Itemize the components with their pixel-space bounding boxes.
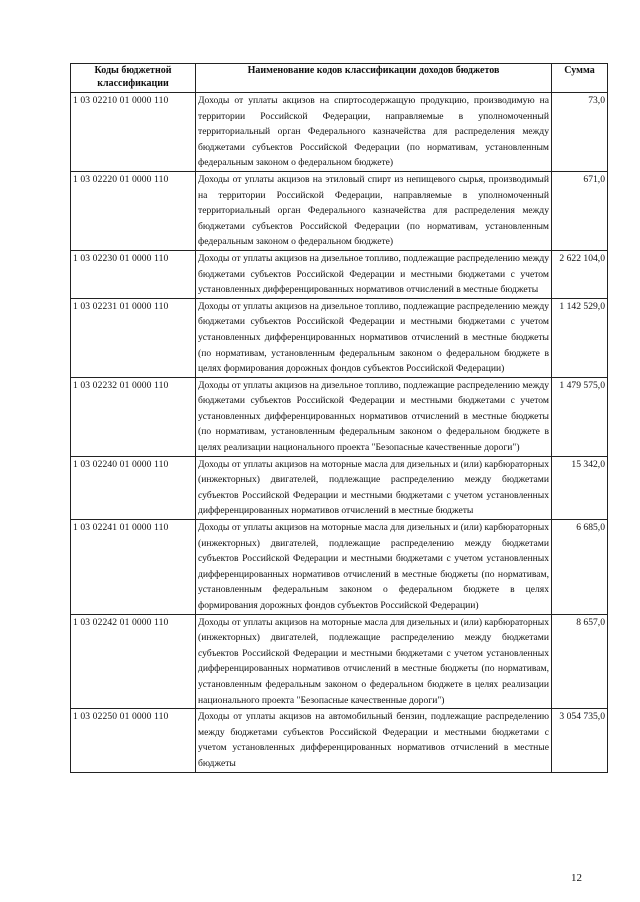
table-row bbox=[71, 250, 608, 298]
row-sum: 2 622 104,0 bbox=[552, 250, 608, 298]
row-name: Доходы от уплаты акцизов на моторные масла для дизельных и (или) карбюраторных (инжекторных) двигателей, подлежащие распределению между бюджетами субъектов Российской Федерации и местными бюджетами с учетом установленных дифференцированных нормативов отчислений в местные бюджеты (по нормативам, установленным федеральным законом о федеральном бюджете в целях формирования дорожных фондов субъектов Российской Федерации) bbox=[196, 520, 552, 615]
row-code: 1 03 02242 01 0000 110 bbox=[71, 614, 196, 709]
row-code: 1 03 02241 01 0000 110 bbox=[71, 520, 196, 615]
row-sum: 3 054 735,0 bbox=[552, 709, 608, 772]
row-name: Доходы от уплаты акцизов на дизельное топливо, подлежащие распределению между бюджетами субъектов Российской Федерации и местными бюджетами с учетом установленных дифференцированных нормативов отчислений в местные бюджеты (по нормативам, установленным федеральным законом о федеральном бюджете в целях формирования дорожных фондов субъектов Российской Федерации) bbox=[196, 298, 552, 377]
row-sum: 671,0 bbox=[552, 171, 608, 250]
table-row bbox=[71, 709, 608, 772]
table-row bbox=[71, 93, 608, 172]
row-sum: 1 142 529,0 bbox=[552, 298, 608, 377]
budget-revenue-table bbox=[70, 63, 608, 773]
header-sum: Сумма bbox=[552, 64, 608, 93]
row-name: Доходы от уплаты акцизов на автомобильный бензин, подлежащие распределению между бюджетами субъектов Российской Федерации и местными бюджетами с учетом установленных дифференцированных нормативов отчислений в местные бюджеты bbox=[196, 709, 552, 772]
row-code: 1 03 02250 01 0000 110 bbox=[71, 709, 196, 772]
row-name: Доходы от уплаты акцизов на моторные масла для дизельных и (или) карбюраторных (инжекторных) двигателей, подлежащие распределению между бюджетами субъектов Российской Федерации и местными бюджетами с учетом установленных дифференцированных нормативов отчислений в местные бюджеты (по нормативам, установленным федеральным законом о федеральном бюджете в целях реализации национального проекта "Безопасные качественные дороги") bbox=[196, 614, 552, 709]
row-name: Доходы от уплаты акцизов на спиртосодержащую продукцию, производимую на территории Российской Федерации, направляемые в уполномоченный территориальный орган Федерального казначейства для распределения между бюджетами субъектов Российской Федерации (по нормативам, установленным федеральным законом о федеральном бюджете) bbox=[196, 93, 552, 172]
row-sum: 6 685,0 bbox=[552, 520, 608, 615]
page-number: 12 bbox=[571, 872, 582, 884]
row-code: 1 03 02240 01 0000 110 bbox=[71, 456, 196, 519]
row-code: 1 03 02210 01 0000 110 bbox=[71, 93, 196, 172]
row-name: Доходы от уплаты акцизов на дизельное топливо, подлежащие распределению между бюджетами субъектов Российской Федерации и местными бюджетами с учетом установленных дифференцированных нормативов отчислений в местные бюджеты (по нормативам, установленным федеральным законом о федеральном бюджете в целях реализации национального проекта "Безопасные качественные дороги") bbox=[196, 377, 552, 456]
header-name: Наименование кодов классификации доходов бюджетов bbox=[196, 64, 552, 93]
row-code: 1 03 02220 01 0000 110 bbox=[71, 171, 196, 250]
header-codes: Коды бюджетной классификации bbox=[71, 64, 196, 93]
row-sum: 73,0 bbox=[552, 93, 608, 172]
table-row bbox=[71, 298, 608, 377]
row-name: Доходы от уплаты акцизов на моторные масла для дизельных и (или) карбюраторных (инжекторных) двигателей, подлежащие распределению между бюджетами субъектов Российской Федерации и местными бюджетами с учетом установленных дифференцированных нормативов отчислений в местные бюджеты bbox=[196, 456, 552, 519]
table-row bbox=[71, 614, 608, 709]
row-sum: 8 657,0 bbox=[552, 614, 608, 709]
row-code: 1 03 02230 01 0000 110 bbox=[71, 250, 196, 298]
table-row bbox=[71, 377, 608, 456]
table-row bbox=[71, 456, 608, 519]
table-row bbox=[71, 520, 608, 615]
table-header-row bbox=[71, 64, 608, 93]
table-row bbox=[71, 171, 608, 250]
row-name: Доходы от уплаты акцизов на этиловый спирт из непищевого сырья, производимый на территории Российской Федерации, направляемые в уполномоченный территориальный орган Федерального казначейства для распределения между бюджетами субъектов Российской Федерации (по нормативам, установленным федеральным законом о федеральном бюджете) bbox=[196, 171, 552, 250]
row-code: 1 03 02232 01 0000 110 bbox=[71, 377, 196, 456]
row-sum: 1 479 575,0 bbox=[552, 377, 608, 456]
row-name: Доходы от уплаты акцизов на дизельное топливо, подлежащие распределению между бюджетами субъектов Российской Федерации и местными бюджетами с учетом установленных дифференцированных нормативов отчислений в местные бюджеты bbox=[196, 250, 552, 298]
row-code: 1 03 02231 01 0000 110 bbox=[71, 298, 196, 377]
row-sum: 15 342,0 bbox=[552, 456, 608, 519]
